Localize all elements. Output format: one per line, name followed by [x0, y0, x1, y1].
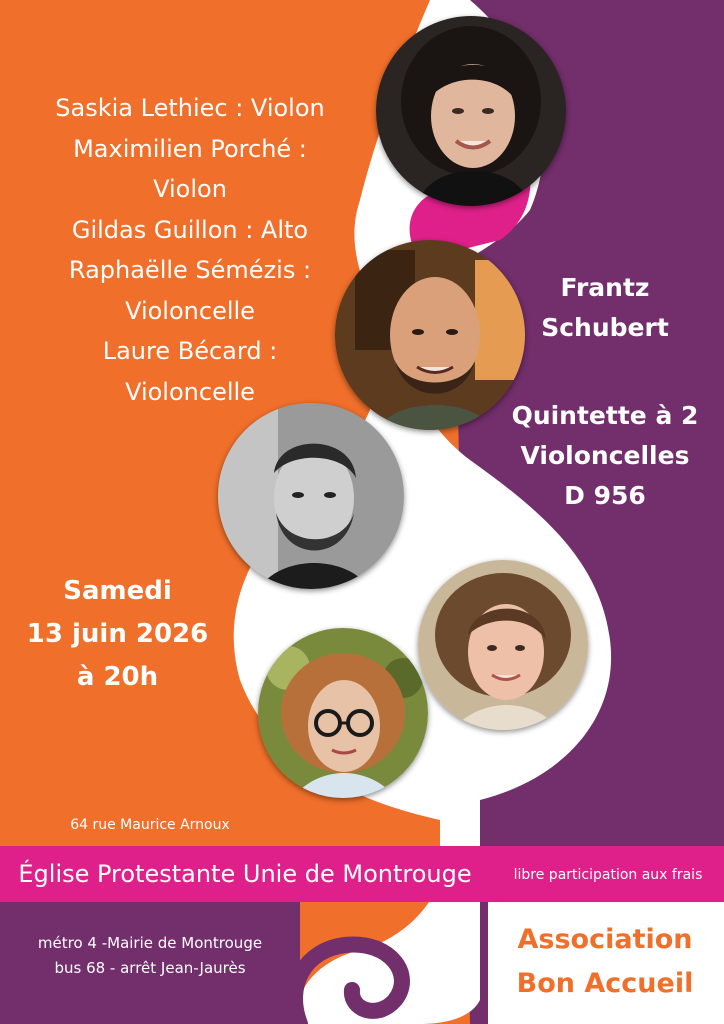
musician-line: Raphaëlle Sémézis :	[68, 256, 312, 284]
work-catalog-number: D 956	[564, 481, 646, 510]
metro-info: métro 4 -Mairie de Montrouge	[37, 934, 263, 952]
portrait-woman-glasses	[258, 628, 428, 798]
portrait-woman-curly-hair	[418, 560, 588, 730]
organizer-line: Bon Accueil	[516, 968, 694, 999]
venue-name: Église Protestante Unie de Montrouge	[18, 860, 472, 888]
date-date: 13 juin 2026	[26, 619, 209, 649]
musician-line: Violoncelle	[125, 377, 255, 406]
musician-line: Laure Bécard :	[102, 337, 278, 365]
musician-list	[20, 88, 360, 412]
musician-line: Saskia Lethiec : Violon	[55, 94, 325, 122]
musician-line: Gildas Guillon : Alto	[71, 215, 309, 244]
work-title	[490, 396, 720, 516]
date-day: Samedi	[63, 576, 172, 606]
date-time: à 20h	[76, 662, 159, 692]
venue-address: 64 rue Maurice Arnoux	[70, 817, 230, 833]
bus-info: bus 68 - arrêt Jean-Jaurès	[54, 959, 246, 977]
concert-date	[20, 570, 215, 699]
organizer-name	[500, 918, 710, 1006]
composer-last-name: Schubert	[541, 313, 669, 342]
work-title-line: Violoncelles	[520, 441, 690, 470]
composer-name	[510, 268, 700, 348]
organizer-line: Association	[517, 924, 693, 955]
portrait-bald-man	[335, 240, 525, 430]
portrait-woman-dark-hair	[376, 16, 566, 206]
musician-line: Maximilien Porché :	[73, 134, 307, 163]
musician-line: Violoncelle	[125, 296, 255, 325]
admission-note: libre participation aux frais	[513, 867, 703, 883]
portrait-bearded-man-bw	[218, 403, 404, 589]
composer-first-name: Frantz	[560, 273, 650, 302]
transport-info	[14, 931, 286, 981]
work-title-line: Quintette à 2	[511, 401, 699, 430]
musician-line: Violon	[153, 175, 227, 203]
